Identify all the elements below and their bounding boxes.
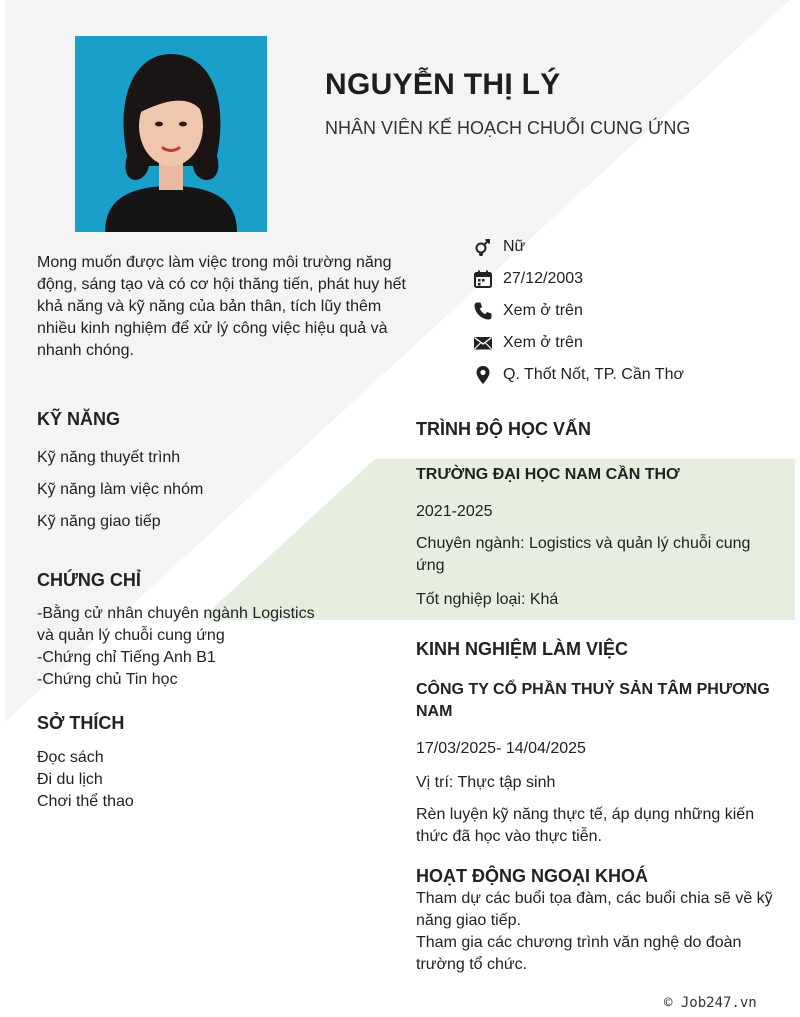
contact-info bbox=[472, 231, 684, 391]
certificates-heading: CHỨNG CHỈ bbox=[37, 570, 141, 590]
experience-company: CÔNG TY CỔ PHẦN THUỶ SẢN TÂM PHƯƠNG NAM bbox=[416, 681, 770, 720]
education-school: TRƯỜNG ĐẠI HỌC NAM CẦN THƠ bbox=[416, 466, 680, 483]
experience-period: 17/03/2025- 14/04/2025 bbox=[416, 740, 586, 757]
contact-email bbox=[472, 327, 684, 359]
certificate-line: -Chứng chủ Tin học bbox=[37, 671, 178, 688]
activity-line: Tham dự các buổi tọa đàm, các buổi chia sẽ về kỹ năng giao tiếp. bbox=[416, 890, 773, 929]
contact-address bbox=[472, 359, 684, 391]
experience-description: Rèn luyện kỹ năng thực tế, áp dụng những kiến thức đã học vào thực tiễn. bbox=[416, 806, 755, 845]
education-major: Chuyên ngành: Logistics và quản lý chuỗi cung ứng bbox=[416, 535, 751, 574]
certificates-list bbox=[37, 603, 315, 691]
copyright-footer: © Job247.vn bbox=[664, 995, 757, 1011]
experience-heading: KINH NGHIỆM LÀM VIỆC bbox=[416, 639, 629, 659]
contact-phone bbox=[472, 295, 684, 327]
gender-value: Nữ bbox=[503, 238, 526, 255]
phone-icon bbox=[472, 300, 494, 322]
birthday-value: 27/12/2003 bbox=[503, 270, 584, 287]
profile-photo bbox=[75, 36, 267, 232]
hobbies-list bbox=[37, 747, 134, 813]
location-pin-icon bbox=[472, 364, 494, 386]
skills-list bbox=[37, 447, 203, 543]
hobby-item: Chơi thể thao bbox=[37, 793, 134, 810]
contact-gender bbox=[472, 231, 684, 263]
skill-item: Kỹ năng làm việc nhóm bbox=[37, 481, 204, 498]
experience-position: Vị trí: Thực tập sinh bbox=[416, 774, 556, 791]
gender-icon bbox=[472, 236, 494, 258]
skills-heading: KỸ NĂNG bbox=[37, 409, 121, 429]
activities-heading: HOẠT ĐỘNG NGOẠI KHOÁ bbox=[416, 866, 648, 886]
candidate-name: NGUYỄN THỊ LÝ bbox=[325, 68, 561, 101]
career-objective: Mong muốn được làm việc trong môi trường năng động, sáng tạo và có cơ hội thăng tiến, phát huy hết khả năng và kỹ năng của bản thân, tích lũy thêm nhiều kinh nghiệm để xử lý công việc hiệu quả và nhanh chóng. bbox=[37, 254, 406, 359]
activities-content bbox=[416, 888, 778, 976]
skill-item: Kỹ năng thuyết trình bbox=[37, 449, 181, 466]
hobbies-heading: SỞ THÍCH bbox=[37, 713, 125, 733]
certificate-line: -Chứng chỉ Tiếng Anh B1 bbox=[37, 649, 216, 666]
person-portrait-icon bbox=[75, 36, 267, 232]
hobby-item: Đi du lịch bbox=[37, 771, 103, 788]
address-value: Q. Thốt Nốt, TP. Cần Thơ bbox=[503, 366, 684, 383]
hobby-item: Đọc sách bbox=[37, 749, 104, 766]
certificate-line: và quản lý chuỗi cung ứng bbox=[37, 627, 225, 644]
education-period: 2021-2025 bbox=[416, 503, 493, 520]
email-value: Xem ở trên bbox=[503, 334, 583, 351]
activity-line: Tham gia các chương trình văn nghệ do đoàn trường tổ chức. bbox=[416, 934, 742, 973]
education-grade: Tốt nghiệp loại: Khá bbox=[416, 591, 559, 608]
job-title: NHÂN VIÊN KẾ HOẠCH CHUỖI CUNG ỨNG bbox=[325, 118, 691, 138]
envelope-icon bbox=[472, 332, 494, 354]
contact-birthday bbox=[472, 263, 684, 295]
certificate-line: -Bằng cử nhân chuyên ngành Logistics bbox=[37, 605, 315, 622]
education-heading: TRÌNH ĐỘ HỌC VẤN bbox=[416, 419, 591, 439]
calendar-icon bbox=[472, 268, 494, 290]
skill-item: Kỹ năng giao tiếp bbox=[37, 513, 161, 530]
phone-value: Xem ở trên bbox=[503, 302, 583, 319]
